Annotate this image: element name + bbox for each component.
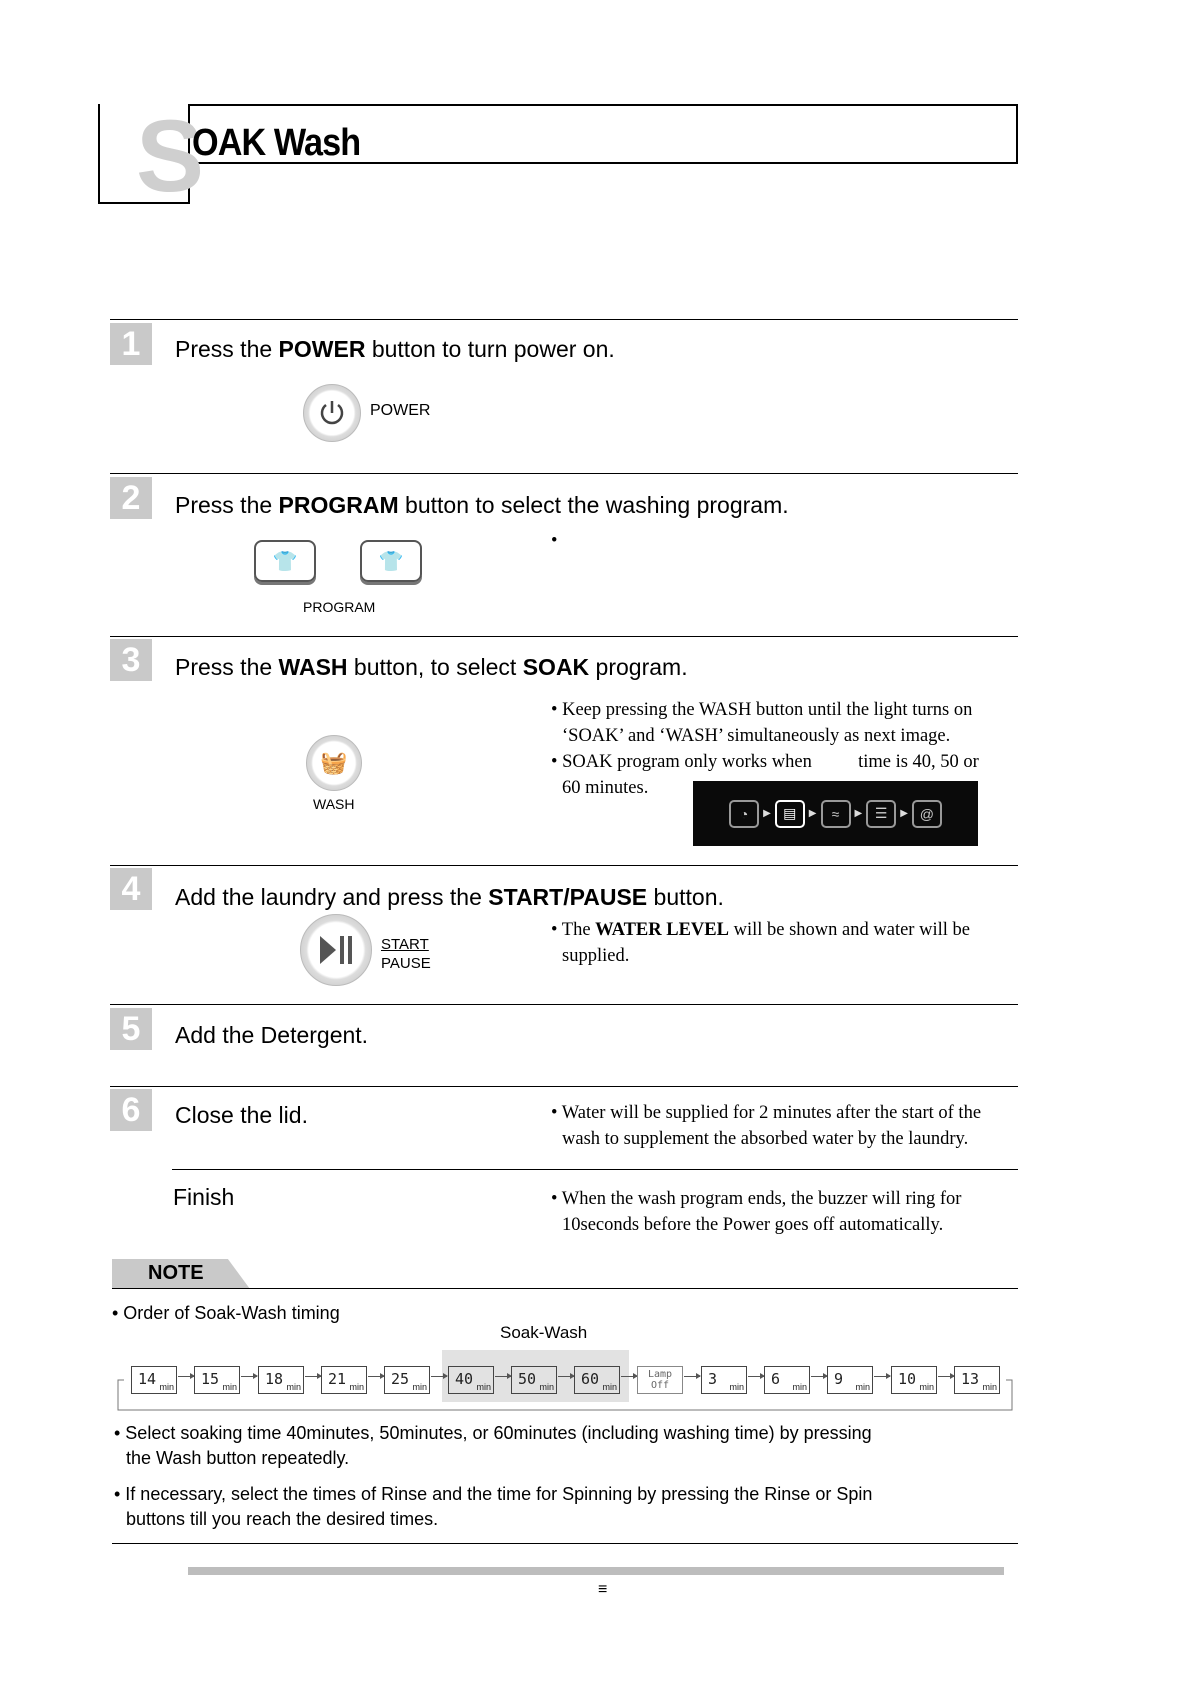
power-icon: [317, 398, 347, 428]
start-pause-button[interactable]: [300, 914, 372, 986]
sequence-time-box: [701, 1366, 747, 1394]
time-value: 18: [265, 1370, 284, 1388]
note-bullet-1-line-2: the Wash button repeatedly.: [126, 1448, 350, 1468]
soak-wash-label: Soak-Wash: [500, 1323, 588, 1342]
step-3-text: Press the WASH button, to select SOAK program.: [175, 654, 688, 680]
sequence-lamp-off: [637, 1366, 683, 1394]
sequence-arrow: [305, 1376, 321, 1377]
sequence-arrow: [241, 1376, 257, 1377]
sequence-time-box: [764, 1366, 810, 1394]
step-3-note-1: • Keep pressing the WASH button until the light turns on: [551, 700, 973, 720]
sequence-time-box: [448, 1366, 494, 1394]
time-unit: min: [349, 1382, 364, 1392]
program-indicator-panel: ◔ ▶ ▤ ▶ ≈ ▶ ☰ ▶ @: [693, 781, 978, 846]
lamp-text: Lamp: [647, 1369, 673, 1380]
finish-text: Finish: [173, 1184, 235, 1210]
wash-button[interactable]: [306, 735, 362, 791]
power-button[interactable]: [303, 384, 361, 442]
step-6-note-2: wash to supplement the absorbed water by the laundry.: [562, 1129, 969, 1149]
sequence-arrow: [748, 1376, 764, 1377]
sequence-time-box: [321, 1366, 367, 1394]
time-value: 50: [518, 1370, 537, 1388]
note-bullet-1-line-1: • Select soaking time 40minutes, 50minutes, or 60minutes (including washing time) by pressing: [114, 1423, 872, 1443]
step-divider: [110, 1004, 1018, 1005]
sequence-time-box: [574, 1366, 620, 1394]
sequence-arrow: [431, 1376, 447, 1377]
step-number-4: 4: [110, 868, 152, 910]
sequence-time-box: [827, 1366, 873, 1394]
wash-basin-icon: 🧺: [320, 750, 348, 775]
step-6-text: Close the lid.: [175, 1102, 308, 1128]
step-3-note-3: • SOAK program only works when time is 40, 50 or: [551, 752, 979, 772]
time-unit: min: [919, 1382, 934, 1392]
sequence-time-box: [511, 1366, 557, 1394]
note-divider: [112, 1288, 1018, 1289]
wash-icon: ≈: [821, 800, 851, 828]
time-unit: min: [982, 1382, 997, 1392]
time-value: 60: [581, 1370, 600, 1388]
speed-icon: ◔: [729, 800, 759, 828]
sequence-time-box: [258, 1366, 304, 1394]
shirt-1-icon: 👕: [272, 550, 298, 573]
program-2-button[interactable]: [360, 540, 422, 582]
sequence-time-box: [954, 1366, 1000, 1394]
step-6-note-1: • Water will be supplied for 2 minutes after the start of the: [551, 1103, 982, 1123]
page-mark: ≡: [598, 1581, 608, 1598]
sequence-arrow: [811, 1376, 827, 1377]
spin-icon: @: [912, 800, 942, 828]
time-value: 21: [328, 1370, 347, 1388]
time-value: 9: [834, 1370, 844, 1388]
sequence-arrow: [874, 1376, 890, 1377]
note-bottom-divider: [112, 1543, 1018, 1544]
footer-bar: [188, 1567, 1004, 1575]
step-4-note-1: • The WATER LEVEL will be shown and water will be: [551, 920, 970, 940]
note-bullet-2-line-1: • If necessary, select the times of Rinse and the time for Spinning by pressing the Rinse or Spin: [114, 1484, 873, 1504]
time-unit: min: [602, 1382, 617, 1392]
sequence-time-box: [131, 1366, 177, 1394]
step-divider: [110, 473, 1018, 474]
soak-timing-order-label: • Order of Soak-Wash timing: [112, 1303, 340, 1323]
sequence-time-box: [194, 1366, 240, 1394]
off-text: Off: [650, 1380, 670, 1391]
step-4-text: Add the laundry and press the START/PAUSE button.: [175, 884, 724, 910]
time-unit: min: [729, 1382, 744, 1392]
finish-divider: [172, 1169, 1018, 1170]
wash-label: WASH: [313, 796, 355, 812]
sequence-time-box: [891, 1366, 937, 1394]
start-label: START: [381, 936, 429, 953]
step-number-3: 3: [110, 639, 152, 681]
time-unit: min: [855, 1382, 870, 1392]
step-number-1: 1: [110, 323, 152, 365]
time-unit: min: [792, 1382, 807, 1392]
step-divider: [110, 1086, 1018, 1087]
sequence-time-box: [384, 1366, 430, 1394]
program-1-button[interactable]: [254, 540, 316, 582]
rinse-icon: ☰: [866, 800, 896, 828]
title-initial: S: [136, 99, 205, 213]
step-divider: [110, 319, 1018, 320]
time-value: 25: [391, 1370, 410, 1388]
sequence-arrow: [938, 1376, 954, 1377]
sequence-arrow: [558, 1376, 574, 1377]
finish-note-1: • When the wash program ends, the buzzer will ring for: [551, 1189, 962, 1209]
time-value: 13: [961, 1370, 980, 1388]
step-3-note-2: ‘SOAK’ and ‘WASH’ simultaneously as next image.: [562, 726, 951, 746]
step-2-text: Press the PROGRAM button to select the washing program.: [175, 492, 789, 518]
power-label: POWER: [370, 402, 431, 419]
note-bullet-2: [114, 1482, 872, 1532]
time-value: 10: [898, 1370, 917, 1388]
shirt-2-icon: 👕: [378, 550, 404, 573]
step-number-6: 6: [110, 1089, 152, 1131]
program-label: PROGRAM: [303, 599, 376, 615]
step-4-note-2: supplied.: [562, 946, 630, 966]
time-unit: min: [159, 1382, 174, 1392]
time-value: 3: [708, 1370, 718, 1388]
note-bullet-2-line-2: buttons till you reach the desired times.: [126, 1509, 439, 1529]
step-5-text: Add the Detergent.: [175, 1022, 369, 1048]
time-value: 40: [455, 1370, 474, 1388]
step-1-text: Press the POWER button to turn power on.: [175, 336, 615, 362]
time-unit: min: [286, 1382, 301, 1392]
step-3-note-4: 60 minutes.: [562, 778, 649, 798]
page-title: OAK Wash: [192, 122, 361, 164]
time-value: 14: [138, 1370, 157, 1388]
time-unit: min: [476, 1382, 491, 1392]
sequence-arrow: [621, 1376, 637, 1377]
time-unit: min: [222, 1382, 237, 1392]
step-number-2: 2: [110, 477, 152, 519]
time-value: 6: [771, 1370, 781, 1388]
step-divider: [110, 636, 1018, 637]
finish-note-2: 10seconds before the Power goes off automatically.: [562, 1215, 944, 1235]
play-pause-icon: [316, 933, 356, 967]
sequence-arrow: [368, 1376, 384, 1377]
sequence-arrow: [178, 1376, 194, 1377]
sequence-loop-line: [116, 1376, 1014, 1412]
sequence-arrow: [684, 1376, 700, 1377]
sequence-arrow: [495, 1376, 511, 1377]
pause-label: PAUSE: [381, 955, 431, 972]
time-unit: min: [539, 1382, 554, 1392]
step-2-bullet: •: [551, 531, 558, 551]
note-label: NOTE: [148, 1262, 204, 1284]
step-divider: [110, 865, 1018, 866]
time-unit: min: [412, 1382, 427, 1392]
note-bullet-1: [114, 1421, 872, 1471]
step-number-5: 5: [110, 1008, 152, 1050]
time-value: 15: [201, 1370, 220, 1388]
soak-icon: ▤: [775, 800, 805, 828]
